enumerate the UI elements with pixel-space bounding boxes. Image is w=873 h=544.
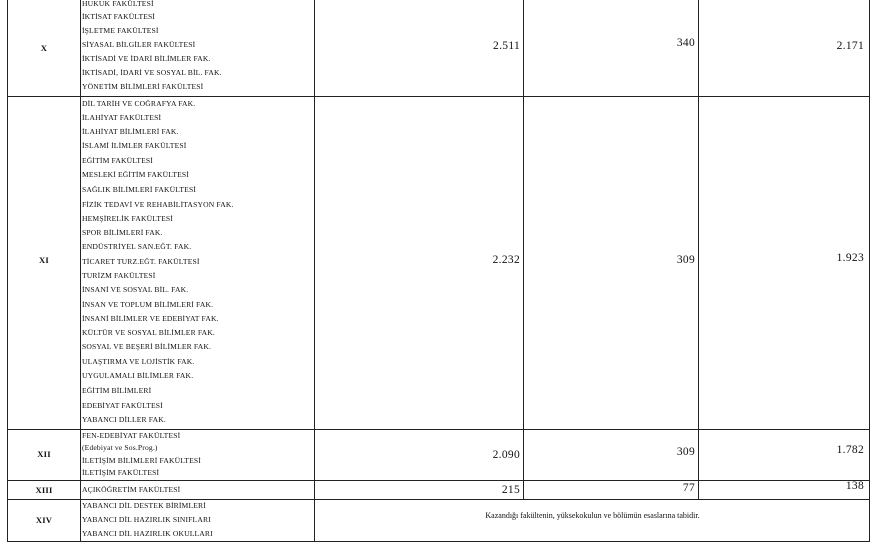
applicant-count: 2.511 (493, 40, 520, 52)
faculty-name: İKTİSADİ VE İDARİ BİLİMLER FAK. (82, 54, 211, 63)
faculty-name: İLAHİYAT BİLİMLERİ FAK. (82, 127, 179, 136)
faculty-name: İKTİSADİ, İDARİ VE SOSYAL BİL. FAK. (82, 68, 222, 77)
faculty-name: HEMŞİRELİK FAKÜLTESİ (82, 214, 173, 223)
remaining-count: 1.782 (836, 444, 864, 456)
row-divider (7, 480, 870, 481)
faculty-name: UYGULAMALI BİLİMLER FAK. (82, 371, 194, 380)
faculty-name: SAĞLIK BİLİMLERİ FAKÜLTESİ (82, 185, 197, 194)
remaining-count: 1.923 (836, 252, 864, 264)
faculty-name: TURİZM FAKÜLTESİ (82, 271, 156, 280)
faculty-name: İŞLETME FAKÜLTESİ (82, 26, 159, 35)
column-divider (523, 0, 524, 500)
faculty-name: İKTİSAT FAKÜLTESİ (82, 12, 156, 21)
faculty-name: YABANCI DİL HAZIRLIK SINIFLARI (82, 515, 211, 524)
faculty-name: ENDÜSTRİYEL SAN.EĞT. FAK. (82, 242, 192, 251)
faculty-name: SOSYAL VE BEŞERİ BİLİMLER FAK. (82, 342, 212, 351)
remaining-count: 2.171 (836, 40, 864, 52)
table-border-left (7, 0, 8, 542)
faculty-name: İSLAMİ İLİMLER FAKÜLTESİ (82, 141, 187, 150)
faculty-name: SPOR BİLİMLERİ FAK. (82, 228, 163, 237)
group-number: XIV (35, 515, 53, 525)
faculty-name: KÜLTÜR VE SOSYAL BİLİMLER FAK. (82, 328, 215, 337)
column-divider (314, 0, 315, 542)
column-divider (698, 0, 699, 500)
faculty-name: (Edebiyat ve Sos.Prog.) (82, 443, 158, 452)
faculty-name: İLETİŞİM BİLİMLERİ FAKÜLTESİ (82, 456, 201, 465)
faculty-name: YÖNETİM BİLİMLERİ FAKÜLTESİ (82, 82, 204, 91)
faculty-name: ULAŞTIRMA VE LOJİSTİK FAK. (82, 357, 195, 366)
group-number: XI (39, 255, 49, 265)
faculty-name: İLETİŞİM FAKÜLTESİ (82, 468, 160, 477)
applicant-count: 215 (501, 484, 520, 496)
faculty-name: İLAHİYAT FAKÜLTESİ (82, 113, 162, 122)
table-border-bottom (7, 541, 870, 542)
faculty-name: İNSANİ BİLİMLER VE EDEBİYAT FAK. (82, 314, 219, 323)
group-number: XII (37, 449, 51, 459)
faculty-name: MESLEKİ EĞİTİM FAKÜLTESİ (82, 170, 189, 179)
applicant-count: 2.090 (492, 449, 520, 461)
faculty-name: FİZİK TEDAVİ VE REHABİLİTASYON FAK. (82, 200, 234, 209)
placed-count: 309 (676, 446, 695, 458)
placed-count: 340 (676, 37, 695, 49)
column-divider (80, 0, 81, 542)
faculty-name: EĞİTİM FAKÜLTESİ (82, 156, 153, 165)
faculty-name: İNSANİ VE SOSYAL BİL. FAK. (82, 285, 189, 294)
remaining-count: 138 (845, 480, 864, 492)
faculty-name: DİL TARİH VE COĞRAFYA FAK. (82, 99, 196, 108)
row-divider (7, 96, 870, 97)
faculty-name: YABANCI DİLLER FAK. (82, 415, 166, 424)
faculty-name: İNSAN VE TOPLUM BİLİMLERİ FAK. (82, 300, 214, 309)
faculty-name: FEN-EDEBİYAT FAKÜLTESİ (82, 431, 181, 440)
faculty-name: TİCARET TURZ.EĞT. FAKÜLTESİ (82, 257, 200, 266)
faculty-name: YABANCI DİL HAZIRLIK OKULLARI (82, 529, 213, 538)
faculty-name: YABANCI DİL DESTEK BİRİMLERİ (82, 501, 206, 510)
group-number: XIII (35, 485, 53, 495)
table-border-right (869, 0, 870, 542)
faculty-name: EDEBİYAT FAKÜLTESİ (82, 401, 163, 410)
faculty-name: AÇIKÖĞRETİM FAKÜLTESİ (82, 485, 181, 494)
faculty-name: SİYASAL BİLGİLER FAKÜLTESİ (82, 40, 196, 49)
faculty-name: EĞİTİM BİLİMLERİ (82, 386, 152, 395)
row-note: Kazandığı fakültenin, yüksekokulun ve bölümün esaslarına tabidir. (485, 511, 700, 520)
group-number: X (40, 43, 48, 53)
applicant-count: 2.232 (492, 254, 520, 266)
placed-count: 77 (682, 482, 695, 494)
placed-count: 309 (676, 254, 695, 266)
faculty-name: HUKUK FAKÜLTESİ (82, 0, 154, 8)
